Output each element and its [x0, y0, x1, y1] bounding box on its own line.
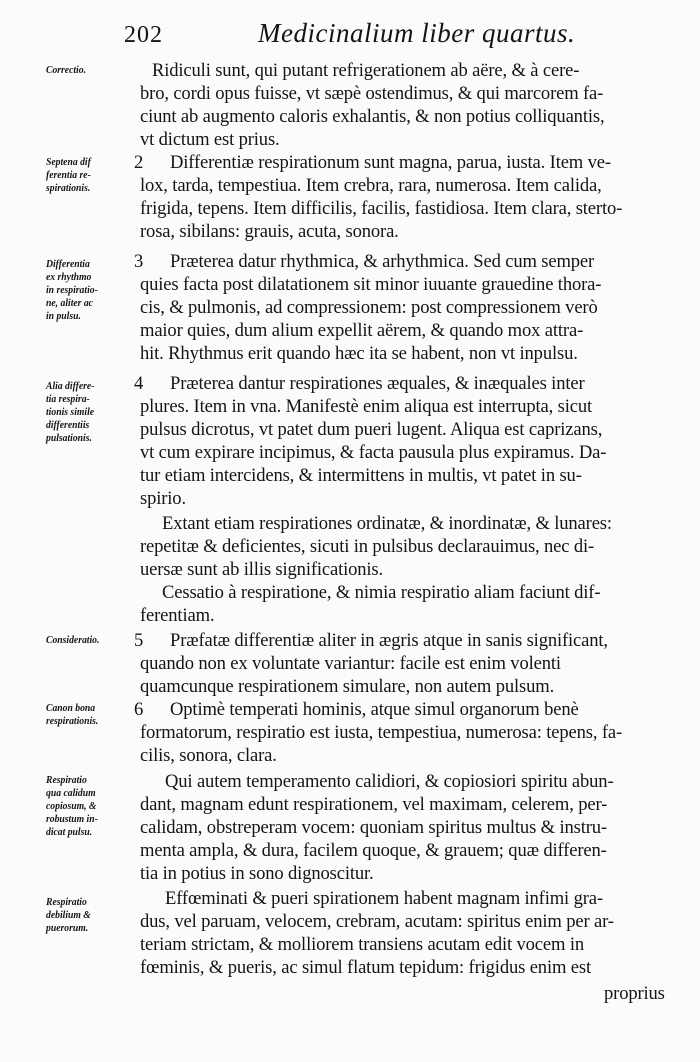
margin-note-line: Canon bona [46, 703, 96, 714]
margin-note-line: tionis simile [46, 407, 95, 418]
text-line: Cessatio à respiratione, & nimia respiratio aliam faciunt dif- [162, 582, 601, 603]
running-title: Medicinalium liber quartus. [258, 18, 576, 48]
margin-note-line: ne, aliter ac [46, 298, 93, 309]
text-line: repetitæ & deficientes, sicuti in pulsibus declarauimus, nec di- [140, 536, 595, 557]
paragraph-number-line [134, 251, 156, 273]
text-line: teriam strictam, & molliorem transiens acutam edit vocem in [140, 934, 584, 955]
paragraph-number-line [134, 373, 156, 395]
text-line: bro, cordi opus fuisse, vt sæpè ostendimus, & qui marcorem fa- [140, 83, 604, 104]
paragraph-number-line [134, 152, 156, 174]
text-line: menta ampla, & dura, facilem quoque, & grauem; quæ differen- [140, 840, 607, 861]
margin-note-line: Respiratio [46, 897, 87, 908]
text-line: dant, magnam edunt respirationem, vel maximam, celerem, per- [140, 794, 608, 815]
text-line: calidam, obstreperam vocem: quoniam spiritus multus & instru- [140, 817, 607, 838]
text-line: plures. Item in vna. Manifestè enim aliqua est interrupta, sicut [140, 396, 593, 417]
text-line: formatorum, respiratio est iusta, tempestiua, numerosa: tepens, fa- [140, 722, 623, 743]
text-line: spirio. [140, 488, 186, 509]
margin-note-line: robustum in- [46, 814, 98, 825]
margin-note [46, 258, 146, 323]
margin-note-line: ferentia re- [46, 170, 91, 181]
paragraph-number: 6 [134, 699, 144, 720]
margin-note-line: Differentia [46, 259, 90, 270]
margin-note-line: Septena dif [46, 157, 91, 168]
text-line: pulsus dicrotus, vt patet dum pueri lugent. Aliqua est caprizans, [140, 419, 603, 440]
margin-note-line: dicat pulsu. [46, 827, 93, 838]
margin-note [46, 634, 146, 647]
text-line: Effœminati & pueri spirationem habent magnam infimi gra- [165, 888, 603, 909]
text-line: frigida, tepens. Item difficilis, facilis, fastidiosa. Item clara, sterto- [140, 198, 623, 219]
text-line: Differentiæ respirationum sunt magna, parua, iusta. Item ve- [170, 152, 611, 173]
text-line: cis, & pulmonis, ad compressionem: post compressionem verò [140, 297, 598, 318]
text-line: fœminis, & pueris, ac simul flatum tepidum: frigidus enim est [140, 957, 591, 978]
margin-note-line: puerorum. [46, 923, 89, 934]
page-header [0, 14, 700, 54]
margin-note-line: Correctio. [46, 65, 86, 76]
text-line: ferentiam. [140, 605, 215, 626]
margin-note-line: spirationis. [46, 183, 91, 194]
margin-note-line: respirationis. [46, 716, 99, 727]
text-line: Præfatæ differentiæ aliter in ægris atque in sanis significant, [170, 630, 608, 651]
margin-note-line: pulsationis. [46, 433, 92, 444]
margin-note [46, 896, 146, 935]
margin-note [46, 156, 146, 195]
paragraph-number: 4 [134, 373, 144, 394]
text-line: uersæ sunt ab illis significationis. [140, 559, 384, 580]
margin-note-line: qua calidum [46, 788, 96, 799]
margin-note-line: Respiratio [46, 775, 87, 786]
text-line: maior quies, dum alium expellit aërem, & quando mox attra- [140, 320, 584, 341]
text-line: tia in potius in sono dignoscitur. [140, 863, 374, 884]
margin-note-line: copiosum, & [46, 801, 97, 812]
margin-note-line: Consideratio. [46, 635, 100, 646]
text-line: tur etiam intercidens, & intermittens in multis, vt patet in su- [140, 465, 582, 486]
text-line: quies facta post dilatationem sit minor iuuante grauedine thora- [140, 274, 602, 295]
margin-note [46, 774, 146, 839]
text-line: Extant etiam respirationes ordinatæ, & inordinatæ, & lunares: [162, 513, 612, 534]
text-line: Optimè temperati hominis, atque simul organorum benè [170, 699, 579, 720]
text-line: rosa, sibilans: grauis, acuta, sonora. [140, 221, 399, 242]
text-line: vt dictum est prius. [140, 129, 280, 150]
margin-note-line: in respiratio- [46, 285, 98, 296]
text-line: quamcunque respirationem simulare, non autem pulsum. [140, 676, 555, 697]
paragraph-number-line [134, 630, 156, 652]
margin-note-line: differentiis [46, 420, 90, 431]
margin-note [46, 380, 146, 445]
text-line: ciunt ab augmento caloris exhalantis, & non potius colliquantis, [140, 106, 605, 127]
margin-note-line: Alia differe- [46, 381, 95, 392]
paragraph-number: 2 [134, 152, 144, 173]
text-line: Præterea dantur respirationes æquales, & inæquales inter [170, 373, 585, 394]
text-line: quando non ex voluntate variantur: facile est enim volenti [140, 653, 561, 674]
text-line: lox, tarda, tempestiua. Item crebra, rara, numerosa. Item calida, [140, 175, 602, 196]
text-line: Qui autem temperamento calidiori, & copiosiori spiritu abun- [165, 771, 614, 792]
text-line: Ridiculi sunt, qui putant refrigerationem ab aëre, & à cere- [152, 60, 580, 81]
text-line: vt cum expirare incipimus, & facta pausula plus expiramus. Da- [140, 442, 607, 463]
paragraph-number-line [134, 699, 156, 721]
margin-note-line: in pulsu. [46, 311, 81, 322]
margin-note [46, 64, 146, 77]
paragraph-number: 5 [134, 630, 144, 651]
page-number: 202 [124, 22, 163, 48]
catchword: proprius [604, 983, 665, 1004]
text-line: Præterea datur rhythmica, & arhythmica. Sed cum semper [170, 251, 595, 272]
text-line: hit. Rhythmus erit quando hæc ita se habent, non vt inpulsu. [140, 343, 578, 364]
margin-note-line: debilium & [46, 910, 91, 921]
margin-note-line: tia respira- [46, 394, 90, 405]
margin-note-line: ex rhythmo [46, 272, 92, 283]
text-line: dus, vel paruam, velocem, crebram, acutam: spiritus enim per ar- [140, 911, 614, 932]
paragraph-number: 3 [134, 251, 144, 272]
text-line: cilis, sonora, clara. [140, 745, 277, 766]
margin-note [46, 702, 146, 728]
